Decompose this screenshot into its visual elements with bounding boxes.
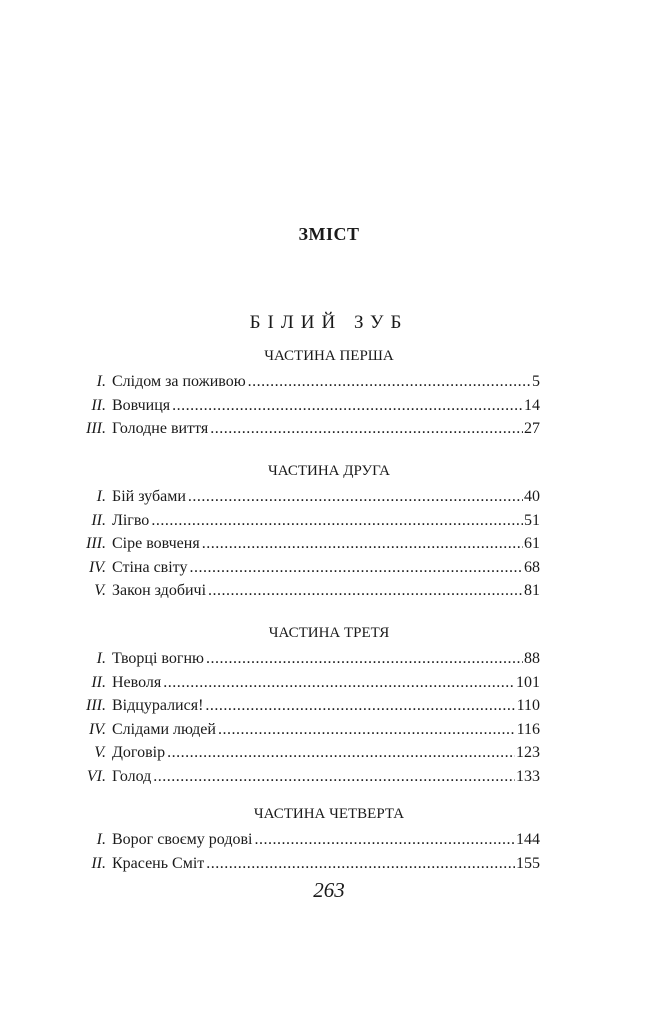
chapter-title: Закон здобичі	[112, 579, 208, 603]
chapter-title: Ворог своєму родові	[112, 828, 254, 852]
chapter-title: Слідом за поживою	[112, 370, 248, 394]
chapter-page: 144	[516, 831, 540, 848]
chapter-page: 101	[516, 673, 540, 691]
part-one	[0, 344, 658, 441]
chapter-page: 68	[524, 558, 540, 576]
dot-leader	[151, 509, 523, 533]
toc-entry	[0, 509, 658, 533]
chapter-number: V.	[94, 744, 106, 761]
toc-entry	[0, 417, 658, 441]
chapter-title: Красень Сміт	[112, 852, 206, 876]
toc-entry	[0, 671, 658, 695]
chapter-title: Творці вогню	[112, 647, 206, 671]
chapter-number: IV.	[88, 558, 106, 576]
dot-leader	[163, 671, 515, 695]
toc-entry	[0, 852, 658, 876]
toc-entry	[0, 485, 658, 509]
chapter-title: Лігво	[112, 509, 151, 533]
chapter-page: 14	[524, 396, 540, 414]
chapter-page: 40	[524, 488, 540, 505]
chapter-title: Бій зубами	[112, 485, 188, 509]
chapter-number: I.	[96, 488, 106, 505]
chapter-page: 5	[532, 373, 540, 390]
contents-heading: ЗМІСТ	[298, 224, 360, 244]
part-title: ЧАСТИНА ДРУГА	[268, 463, 390, 479]
toc-entry	[0, 579, 658, 603]
chapter-page: 61	[524, 535, 540, 552]
part-title: ЧАСТИНА ЧЕТВЕРТА	[253, 806, 405, 822]
chapter-title: Договір	[112, 741, 167, 765]
page-number: 263	[313, 878, 345, 902]
part-two	[0, 459, 658, 603]
dot-leader	[206, 647, 523, 671]
toc-entry	[0, 694, 658, 718]
chapter-number: III.	[86, 697, 106, 714]
chapter-title: Слідами людей	[112, 718, 218, 742]
part-title: ЧАСТИНА ПЕРША	[264, 348, 394, 364]
chapter-title: Стіна світу	[112, 556, 189, 580]
dot-leader	[254, 828, 515, 852]
toc-entry	[0, 394, 658, 418]
dot-leader	[172, 394, 523, 418]
dot-leader	[210, 417, 523, 441]
chapter-title: Голодне виття	[112, 417, 210, 441]
chapter-page: 27	[524, 420, 540, 437]
chapter-page: 133	[516, 767, 540, 785]
dot-leader	[206, 852, 515, 876]
chapter-title: Відцуралися!	[112, 694, 205, 718]
chapter-page: 81	[524, 582, 540, 599]
chapter-number: I.	[96, 650, 106, 667]
toc-entry	[0, 718, 658, 742]
dot-leader	[202, 532, 523, 556]
chapter-number: IV.	[88, 720, 106, 738]
chapter-page: 110	[516, 697, 540, 714]
chapter-title: Сіре вовченя	[112, 532, 202, 556]
dot-leader	[248, 370, 531, 394]
dot-leader	[218, 718, 516, 742]
chapter-number: V.	[94, 582, 106, 599]
toc-entry	[0, 532, 658, 556]
chapter-number: III.	[86, 420, 106, 437]
chapter-number: II.	[91, 396, 106, 414]
chapter-number: III.	[86, 535, 106, 552]
toc-entry	[0, 741, 658, 765]
part-title: ЧАСТИНА ТРЕТЯ	[268, 625, 390, 641]
chapter-title: Неволя	[112, 671, 163, 695]
part-four	[0, 802, 658, 875]
chapter-number: II.	[91, 511, 106, 529]
book-title: БІЛИЙ ЗУБ	[249, 312, 409, 333]
part-three	[0, 621, 658, 788]
chapter-number: VI.	[86, 767, 106, 785]
chapter-title: Вовчиця	[112, 394, 172, 418]
chapter-title: Голод	[112, 765, 153, 789]
chapter-page: 116	[516, 720, 540, 738]
toc-entry	[0, 647, 658, 671]
dot-leader	[188, 485, 523, 509]
chapter-number: I.	[96, 831, 106, 848]
dot-leader	[208, 579, 523, 603]
dot-leader	[167, 741, 515, 765]
dot-leader	[189, 556, 523, 580]
chapter-number: I.	[96, 373, 106, 390]
dot-leader	[153, 765, 515, 789]
toc-entry	[0, 370, 658, 394]
chapter-page: 155	[516, 854, 540, 872]
chapter-number: II.	[91, 673, 106, 691]
toc-entry	[0, 765, 658, 789]
chapter-page: 123	[516, 744, 540, 761]
toc-entry	[0, 828, 658, 852]
dot-leader	[205, 694, 515, 718]
chapter-page: 51	[524, 511, 540, 529]
chapter-number: II.	[91, 854, 106, 872]
toc-entry	[0, 556, 658, 580]
chapter-page: 88	[524, 650, 540, 667]
